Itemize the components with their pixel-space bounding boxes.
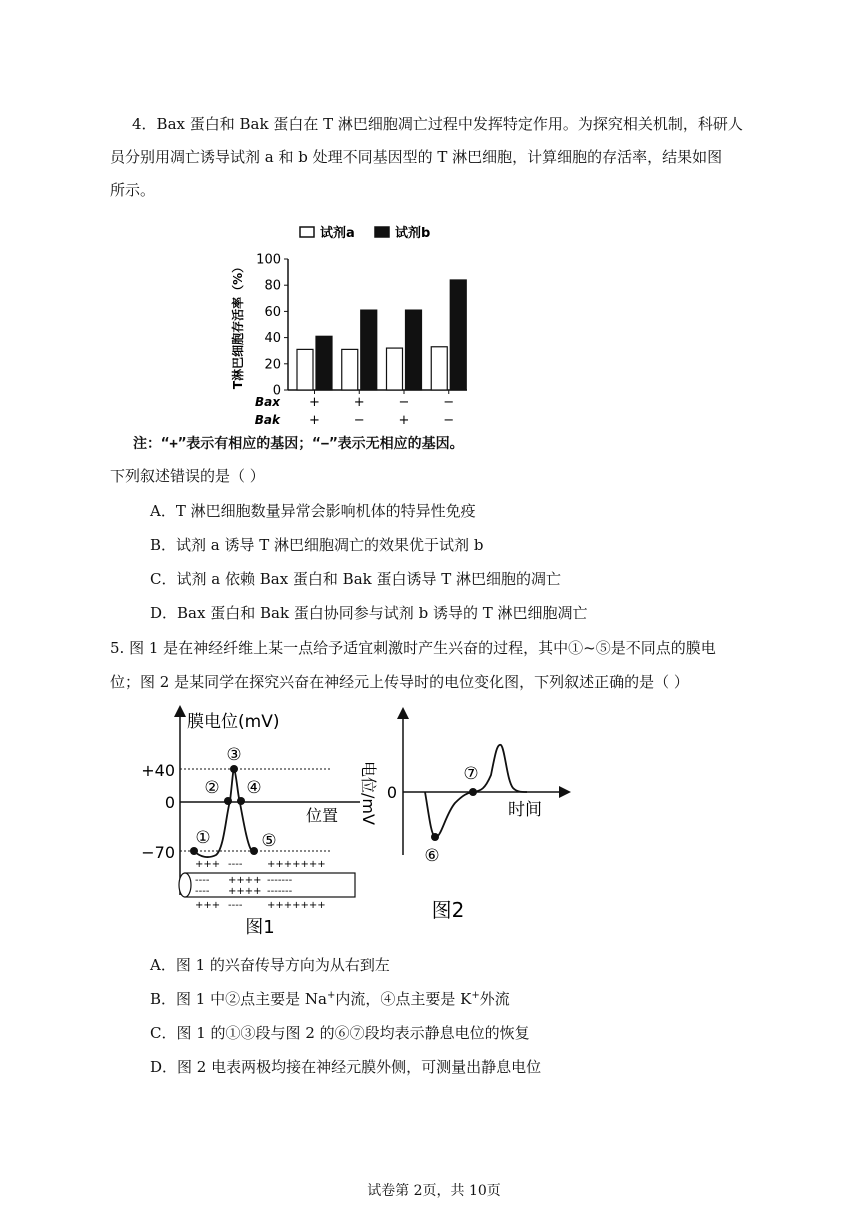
fig1-ylabel: 膜电位(mV) xyxy=(187,712,280,732)
fig1-charge-in2-3: ------- xyxy=(267,886,293,897)
fig1-label-5: ⑤ xyxy=(261,831,277,851)
chart-ytick-label: 0 xyxy=(272,383,281,399)
q5-stem-line2: 位；图 2 是某同学在探究兴奋在神经元上传导时的电位变化图，下列叙述正确的是（ ） xyxy=(110,673,689,691)
chart-ylabel: T淋巴细胞存活率（%） xyxy=(231,260,245,390)
fig1-charge-top-2: ---- xyxy=(228,859,243,870)
q5-option-a: A．图 1 的兴奋传导方向为从右到左 xyxy=(150,956,390,974)
chart-sign: − xyxy=(353,413,365,428)
chart-row-label-bax: Bax xyxy=(255,395,280,409)
chart-ytick-label: 60 xyxy=(264,304,281,320)
fig1-point-4 xyxy=(237,797,245,805)
chart-ytick-label: 20 xyxy=(264,357,281,373)
fig1-charge-in1-1: ---- xyxy=(195,875,210,886)
fig1-label-2: ② xyxy=(204,778,220,798)
q5-option-c: C．图 1 的①③段与图 2 的⑥⑦段均表示静息电位的恢复 xyxy=(150,1024,530,1042)
legend-label-a: 试剂a xyxy=(320,226,355,241)
q4-stem-line3: 所示。 xyxy=(110,181,156,199)
q4-question: 下列叙述错误的是（ ） xyxy=(110,467,265,485)
legend-swatch-a xyxy=(300,227,314,237)
fig2-xlabel: 时间 xyxy=(508,800,542,820)
chart-bar-a-2 xyxy=(342,349,358,390)
fig1-label-4: ④ xyxy=(246,778,262,798)
chart-bar-a-3 xyxy=(387,348,403,390)
chart-note: 注：“+”表示有相应的基因；“−”表示无相应的基因。 xyxy=(133,436,464,452)
q4-stem-line1: 4．Bax 蛋白和 Bak 蛋白在 T 淋巴细胞凋亡过程中发挥特定作用。为探究相关机制，科研人 xyxy=(132,115,743,133)
chart-sign: + xyxy=(309,395,320,410)
chart-sign: + xyxy=(309,413,320,428)
chart-bar-a-1 xyxy=(297,349,313,390)
chart-sign: + xyxy=(353,395,365,410)
chart-sign: − xyxy=(443,413,455,428)
fig1-charge-bot-2: ---- xyxy=(228,900,243,911)
fig1-xlabel: 位置 xyxy=(306,806,339,825)
q4-option-c: C．试剂 a 依赖 Bax 蛋白和 Bak 蛋白诱导 T 淋巴细胞的凋亡 xyxy=(150,570,562,588)
chart-ytick-label: 40 xyxy=(264,331,281,347)
fig2-point-6 xyxy=(431,833,439,841)
figure-2 xyxy=(345,705,575,930)
legend-label-b: 试剂b xyxy=(395,226,431,241)
figure-1 xyxy=(130,705,380,940)
fig2-caption: 图2 xyxy=(431,898,465,922)
fig1-caption: 图1 xyxy=(245,917,275,938)
chart-row-label-bak: Bak xyxy=(254,413,280,427)
fig1-point-5 xyxy=(250,847,258,855)
fig2-point-7 xyxy=(469,788,477,796)
fig1-tick-40: +40 xyxy=(141,761,175,780)
fig1-point-1 xyxy=(190,847,198,855)
q5-option-d: D．图 2 电表两极均接在神经元膜外侧，可测量出静息电位 xyxy=(150,1058,542,1076)
q5-stem-line1: 5. 图 1 是在神经纤维上某一点给予适宜刺激时产生兴奋的过程，其中①~⑤是不同点的膜电 xyxy=(110,639,716,657)
chart-sign: + xyxy=(398,413,410,428)
chart-sign: − xyxy=(398,395,410,410)
fig1-charge-top-1: +++ xyxy=(195,859,221,870)
fig1-charge-bot-3: +++++++ xyxy=(267,900,326,911)
fig1-point-3 xyxy=(230,765,238,773)
fig1-tick-0: 0 xyxy=(164,793,175,812)
page-footer: 试卷第 2页，共 10页 xyxy=(367,1183,501,1199)
fig2-ylabel: 电位/mV xyxy=(359,761,378,825)
q4-stem-line2: 员分别用凋亡诱导试剂 a 和 b 处理不同基因型的 T 淋巴细胞，计算细胞的存活率，结果如图 xyxy=(110,148,723,166)
fig1-charge-in1-2: ++++ xyxy=(228,875,262,886)
fig1-charge-bot-1: +++ xyxy=(195,900,221,911)
q5-option-b: B．图 1 中②点主要是 Na+内流，④点主要是 K+外流 xyxy=(150,990,510,1008)
chart-bar-a-4 xyxy=(431,347,447,390)
q4-option-b: B．试剂 a 诱导 T 淋巴细胞凋亡的效果优于试剂 b xyxy=(150,536,484,554)
q4-option-d: D．Bax 蛋白和 Bak 蛋白协同参与试剂 b 诱导的 T 淋巴细胞凋亡 xyxy=(150,604,588,622)
fig2-label-7: ⑦ xyxy=(463,764,479,784)
chart-ytick-label: 80 xyxy=(264,278,281,294)
fig2-zero: 0 xyxy=(386,783,397,802)
chart-sign: − xyxy=(443,395,455,410)
chart-bar-b-3 xyxy=(406,310,422,390)
fig1-charge-in2-1: ---- xyxy=(195,886,210,897)
chart-bar-b-1 xyxy=(316,336,332,390)
fig1-label-3: ③ xyxy=(226,745,242,765)
chart-bar-b-2 xyxy=(361,310,377,390)
fig1-label-1: ① xyxy=(195,828,211,848)
chart-ytick-label: 100 xyxy=(256,252,281,268)
q4-bar-chart xyxy=(222,222,602,434)
fig1-charge-in2-2: ++++ xyxy=(228,886,262,897)
fig1-point-2 xyxy=(224,797,232,805)
chart-bar-b-4 xyxy=(450,280,466,390)
fig1-tick-70: −70 xyxy=(141,843,175,862)
fig2-label-6: ⑥ xyxy=(424,846,440,866)
q4-option-a: A．T 淋巴细胞数量异常会影响机体的特异性免疫 xyxy=(150,502,476,520)
legend-swatch-b xyxy=(375,227,389,237)
fig1-charge-in1-3: ------- xyxy=(267,875,293,886)
fig1-charge-top-3: +++++++ xyxy=(267,859,326,870)
